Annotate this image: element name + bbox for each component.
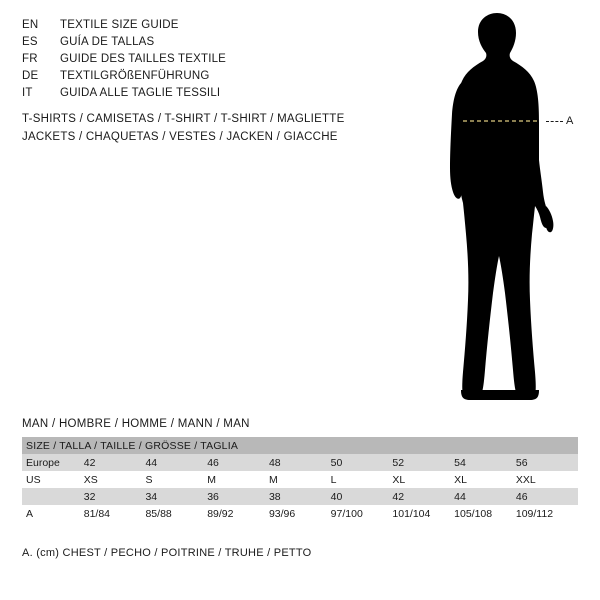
language-row [22, 68, 382, 85]
language-title: GUIDA ALLE TAGLIE TESSILI [60, 87, 221, 99]
table-row [22, 488, 578, 505]
cell: 54 [454, 454, 516, 471]
table-title: MAN / HOMBRE / HOMME / MANN / MAN [22, 418, 250, 430]
cell: XXL [516, 471, 578, 488]
cell: 52 [392, 454, 454, 471]
row-label: Europe [22, 454, 84, 471]
cell: 46 [207, 454, 269, 471]
cell: 89/92 [207, 505, 269, 522]
language-header-block [22, 17, 382, 102]
cell: S [145, 471, 207, 488]
language-title: TEXTILE SIZE GUIDE [60, 19, 179, 31]
cell: 40 [331, 488, 393, 505]
row-label [22, 488, 84, 505]
cell: 46 [516, 488, 578, 505]
language-row [22, 17, 382, 34]
cell: 32 [84, 488, 146, 505]
measure-marker-dashes [546, 121, 563, 123]
cell: M [207, 471, 269, 488]
table-row [22, 505, 578, 522]
cell: XL [454, 471, 516, 488]
table-header-label: SIZE / TALLA / TAILLE / GRÖSSE / TAGLIA [22, 437, 578, 454]
male-silhouette-icon [400, 10, 600, 405]
footnote: A. (cm) CHEST / PECHO / POITRINE / TRUHE / PETTO [22, 547, 312, 559]
cell: 38 [269, 488, 331, 505]
table-row [22, 454, 578, 471]
cell: 97/100 [331, 505, 393, 522]
language-title: GUIDE DES TAILLES TEXTILE [60, 53, 227, 65]
cell: 48 [269, 454, 331, 471]
size-table-section [22, 418, 578, 522]
cell: L [331, 471, 393, 488]
language-row [22, 85, 382, 102]
language-title: TEXTILGRÖßENFÜHRUNG [60, 70, 210, 82]
language-code: IT [22, 87, 33, 99]
language-code: FR [22, 53, 38, 65]
cell: 109/112 [516, 505, 578, 522]
row-label: A [22, 505, 84, 522]
cell: M [269, 471, 331, 488]
language-code: DE [22, 70, 39, 82]
garment-categories [22, 110, 422, 146]
garment-line-tshirts: T-SHIRTS / CAMISETAS / T-SHIRT / T-SHIRT / MAGLIETTE [22, 113, 345, 125]
cell: 50 [331, 454, 393, 471]
cell: XS [84, 471, 146, 488]
figure-illustration [400, 10, 600, 405]
language-title: GUÍA DE TALLAS [60, 36, 155, 48]
row-label: US [22, 471, 84, 488]
table-header-row [22, 437, 578, 454]
cell: XL [392, 471, 454, 488]
language-row [22, 51, 382, 68]
language-code: EN [22, 19, 39, 31]
cell: 36 [207, 488, 269, 505]
cell: 101/104 [392, 505, 454, 522]
cell: 105/108 [454, 505, 516, 522]
cell: 34 [145, 488, 207, 505]
language-row [22, 34, 382, 51]
table-row [22, 471, 578, 488]
size-table [22, 437, 578, 522]
cell: 42 [392, 488, 454, 505]
language-code: ES [22, 36, 38, 48]
cell: 44 [145, 454, 207, 471]
cell: 42 [84, 454, 146, 471]
cell: 85/88 [145, 505, 207, 522]
measure-marker-label: A [566, 115, 574, 127]
cell: 93/96 [269, 505, 331, 522]
cell: 56 [516, 454, 578, 471]
cell: 81/84 [84, 505, 146, 522]
garment-line-jackets: JACKETS / CHAQUETAS / VESTES / JACKEN / GIACCHE [22, 131, 338, 143]
cell: 44 [454, 488, 516, 505]
